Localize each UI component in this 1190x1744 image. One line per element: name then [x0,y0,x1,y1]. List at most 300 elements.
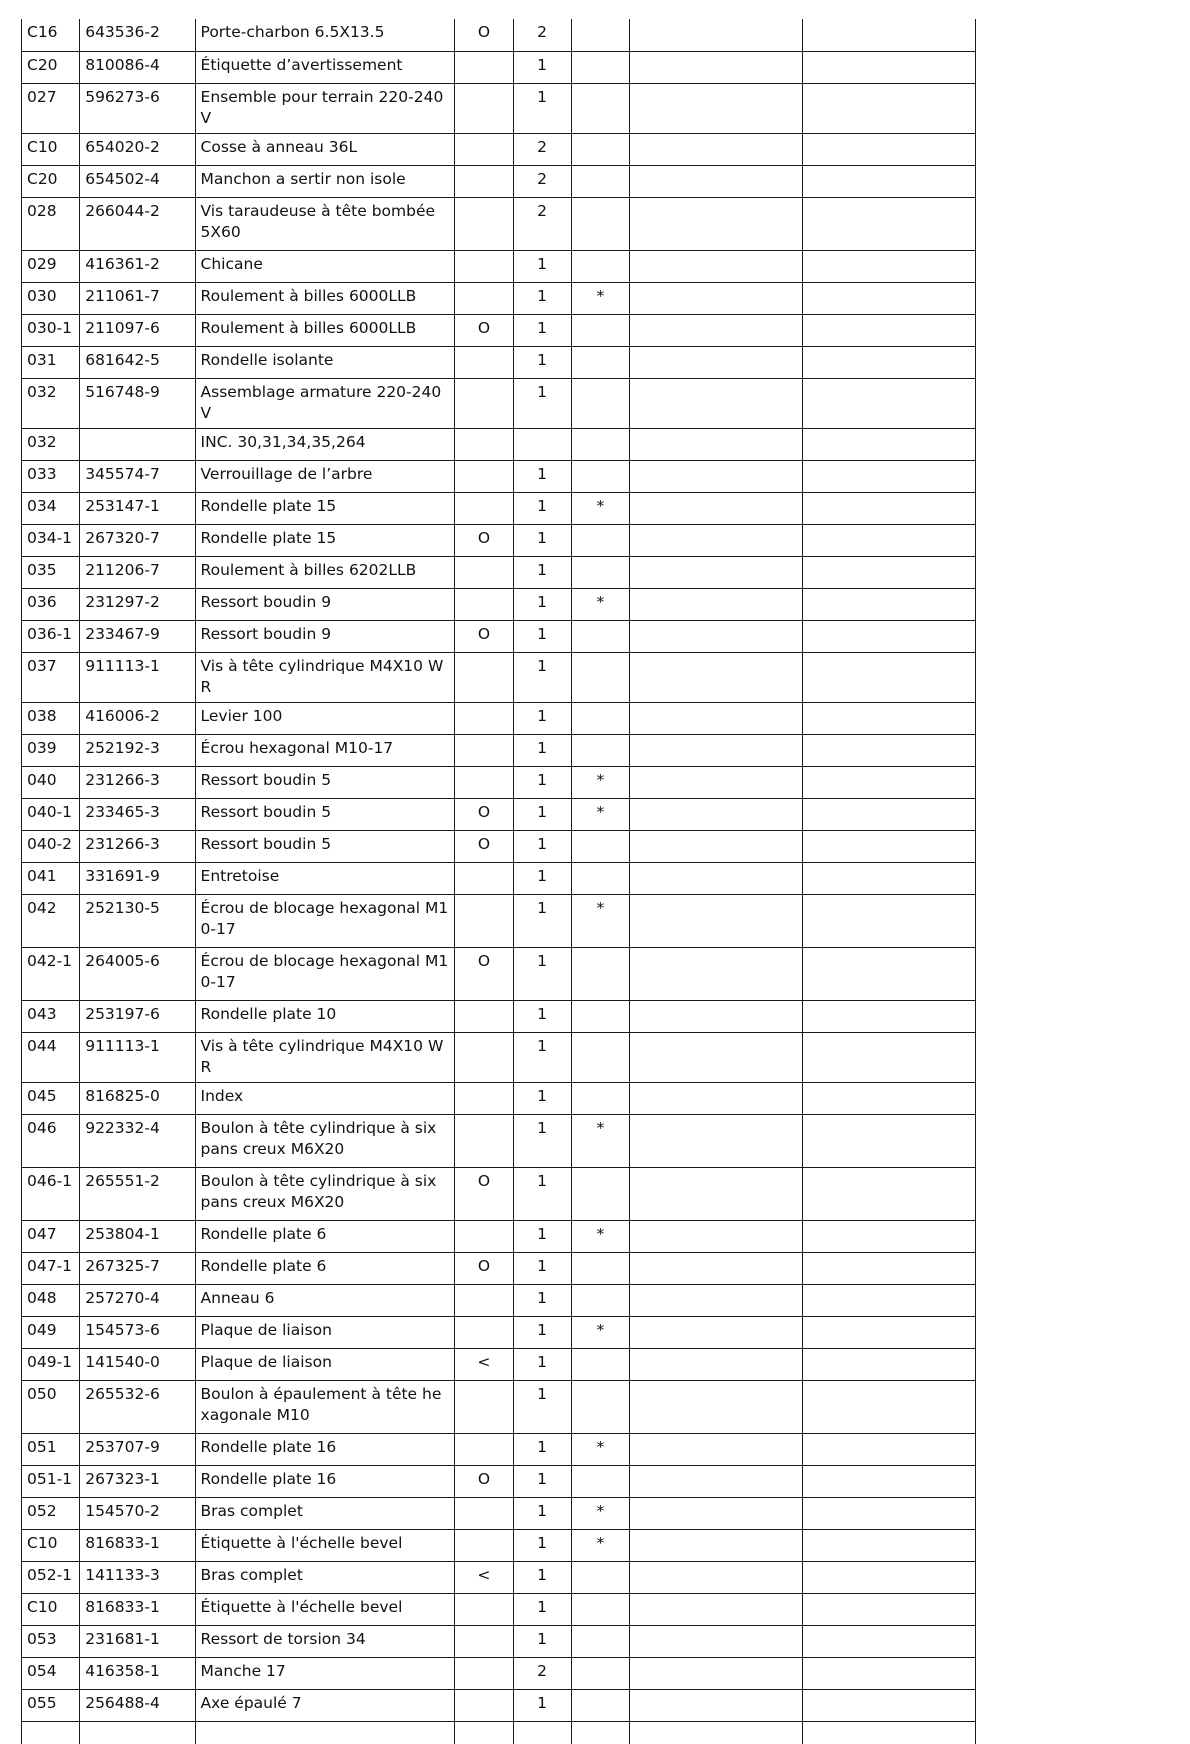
part-number-cell: 516748-9 [80,378,195,428]
description-cell: Roulement à billes 6000LLB [195,282,455,314]
note-cell [455,1316,513,1348]
quantity-cell: 2 [513,165,571,197]
part-number-cell: 810086-4 [80,51,195,83]
part-number-cell [80,1721,195,1744]
flag-cell: * [571,1433,629,1465]
description-cell: Plaque de liaison [195,1316,455,1348]
note-cell [455,702,513,734]
table-row [22,588,976,620]
flag-cell: * [571,282,629,314]
description-cell: Étiquette à l'échelle bevel [195,1593,455,1625]
note-cell: < [455,1348,513,1380]
empty-cell [803,1032,976,1082]
item-number-cell: C20 [22,51,80,83]
item-number-cell: 034-1 [22,524,80,556]
description-cell: Index [195,1082,455,1114]
empty-cell [803,378,976,428]
note-cell: O [455,1465,513,1497]
part-number-cell: 231266-3 [80,766,195,798]
quantity-cell [513,1721,571,1744]
note-cell [455,1689,513,1721]
quantity-cell: 1 [513,830,571,862]
note-cell [455,1529,513,1561]
empty-cell [629,766,803,798]
part-number-cell: 154570-2 [80,1497,195,1529]
part-number-cell: 654502-4 [80,165,195,197]
empty-cell [803,894,976,947]
quantity-cell: 1 [513,862,571,894]
quantity-cell: 1 [513,282,571,314]
empty-cell [629,862,803,894]
item-number-cell: 033 [22,460,80,492]
item-number-cell: 047 [22,1220,80,1252]
part-number-cell: 265551-2 [80,1167,195,1220]
note-cell: O [455,830,513,862]
empty-cell [803,51,976,83]
description-cell: Ressort boudin 5 [195,830,455,862]
quantity-cell: 1 [513,702,571,734]
part-number-cell: 345574-7 [80,460,195,492]
flag-cell [571,1593,629,1625]
note-cell [455,1380,513,1433]
item-number-cell: 044 [22,1032,80,1082]
description-cell: Porte-charbon 6.5X13.5 [195,19,455,51]
empty-cell [803,492,976,524]
empty-cell [629,1433,803,1465]
item-number-cell: 040 [22,766,80,798]
table-row [22,524,976,556]
description-cell: Levier 100 [195,702,455,734]
item-number-cell: 055 [22,1689,80,1721]
description-cell [195,1721,455,1744]
quantity-cell: 1 [513,250,571,282]
item-number-cell: 052 [22,1497,80,1529]
empty-cell [629,1380,803,1433]
empty-cell [629,51,803,83]
flag-cell [571,19,629,51]
empty-cell [803,1593,976,1625]
flag-cell: * [571,798,629,830]
note-cell [455,1032,513,1082]
empty-cell [629,1561,803,1593]
table-row [22,947,976,1000]
description-cell: Écrou de blocage hexagonal M10-17 [195,894,455,947]
item-number-cell: C10 [22,1529,80,1561]
part-number-cell: 267320-7 [80,524,195,556]
note-cell [455,1114,513,1167]
empty-cell [629,378,803,428]
empty-cell [803,314,976,346]
empty-cell [803,1657,976,1689]
quantity-cell: 1 [513,346,571,378]
part-number-cell: 922332-4 [80,1114,195,1167]
flag-cell [571,1252,629,1284]
description-cell: Bras complet [195,1561,455,1593]
parts-table-body [22,19,976,1744]
table-row [22,702,976,734]
description-cell: Roulement à billes 6000LLB [195,314,455,346]
description-cell: Ressort boudin 5 [195,798,455,830]
empty-cell [803,734,976,766]
table-row [22,492,976,524]
empty-cell [629,314,803,346]
flag-cell [571,1657,629,1689]
flag-cell: * [571,492,629,524]
part-number-cell: 256488-4 [80,1689,195,1721]
empty-cell [629,1497,803,1529]
table-row [22,1252,976,1284]
item-number-cell: 039 [22,734,80,766]
note-cell: O [455,947,513,1000]
part-number-cell: 643536-2 [80,19,195,51]
empty-cell [803,250,976,282]
table-row [22,652,976,702]
table-row [22,766,976,798]
description-cell: Plaque de liaison [195,1348,455,1380]
empty-cell [803,1465,976,1497]
table-row [22,1433,976,1465]
table-row [22,1625,976,1657]
quantity-cell: 1 [513,1465,571,1497]
table-row [22,1689,976,1721]
empty-cell [803,524,976,556]
empty-cell [629,428,803,460]
empty-cell [803,346,976,378]
empty-cell [629,894,803,947]
quantity-cell: 2 [513,197,571,250]
flag-cell: * [571,1529,629,1561]
description-cell: Rondelle plate 15 [195,492,455,524]
item-number-cell: 035 [22,556,80,588]
empty-cell [803,620,976,652]
quantity-cell: 1 [513,947,571,1000]
description-cell: INC. 30,31,34,35,264 [195,428,455,460]
item-number-cell: 027 [22,83,80,133]
note-cell [455,734,513,766]
flag-cell [571,1380,629,1433]
flag-cell [571,51,629,83]
part-number-cell: 252130-5 [80,894,195,947]
note-cell [455,652,513,702]
quantity-cell: 1 [513,766,571,798]
part-number-cell: 233467-9 [80,620,195,652]
table-row [22,862,976,894]
flag-cell [571,1032,629,1082]
empty-cell [803,197,976,250]
note-cell [455,766,513,798]
empty-cell [629,282,803,314]
table-row [22,1284,976,1316]
empty-cell [803,19,976,51]
description-cell: Rondelle isolante [195,346,455,378]
item-number-cell: 040-2 [22,830,80,862]
quantity-cell: 1 [513,894,571,947]
part-number-cell: 816833-1 [80,1593,195,1625]
flag-cell [571,314,629,346]
table-row [22,556,976,588]
description-cell: Rondelle plate 10 [195,1000,455,1032]
description-cell: Ensemble pour terrain 220-240V [195,83,455,133]
flag-cell [571,133,629,165]
empty-cell [803,588,976,620]
item-number-cell: 045 [22,1082,80,1114]
flag-cell [571,83,629,133]
empty-cell [803,1689,976,1721]
description-cell: Rondelle plate 15 [195,524,455,556]
description-cell: Rondelle plate 16 [195,1433,455,1465]
empty-cell [629,1721,803,1744]
part-number-cell: 264005-6 [80,947,195,1000]
flag-cell [571,346,629,378]
table-row [22,734,976,766]
flag-cell [571,702,629,734]
empty-cell [629,1252,803,1284]
empty-cell [629,1220,803,1252]
item-number-cell: 052-1 [22,1561,80,1593]
note-cell [455,1721,513,1744]
table-row [22,346,976,378]
empty-cell [629,83,803,133]
table-row [22,1593,976,1625]
empty-cell [803,1316,976,1348]
quantity-cell: 1 [513,734,571,766]
description-cell: Vis à tête cylindrique M4X10 WR [195,652,455,702]
flag-cell [571,1689,629,1721]
item-number-cell: 036-1 [22,620,80,652]
note-cell [455,894,513,947]
table-row [22,282,976,314]
flag-cell [571,1561,629,1593]
empty-cell [629,620,803,652]
empty-cell [629,250,803,282]
item-number-cell: 048 [22,1284,80,1316]
item-number-cell: 029 [22,250,80,282]
flag-cell: * [571,894,629,947]
item-number-cell: 034 [22,492,80,524]
table-row [22,1032,976,1082]
flag-cell: * [571,1114,629,1167]
empty-cell [803,1380,976,1433]
description-cell: Boulon à tête cylindrique à six pans creux M6X20 [195,1167,455,1220]
item-number-cell: 036 [22,588,80,620]
quantity-cell: 1 [513,620,571,652]
empty-cell [629,734,803,766]
table-row [22,460,976,492]
empty-cell [629,19,803,51]
empty-cell [803,1497,976,1529]
item-number-cell: 047-1 [22,1252,80,1284]
flag-cell [571,652,629,702]
item-number-cell: C20 [22,165,80,197]
empty-cell [803,766,976,798]
part-number-cell: 816833-1 [80,1529,195,1561]
item-number-cell: 051-1 [22,1465,80,1497]
quantity-cell: 1 [513,51,571,83]
part-number-cell: 211206-7 [80,556,195,588]
quantity-cell: 1 [513,1497,571,1529]
item-number-cell: 028 [22,197,80,250]
table-row [22,1721,976,1744]
quantity-cell: 1 [513,460,571,492]
note-cell: < [455,1561,513,1593]
empty-cell [803,133,976,165]
empty-cell [629,1657,803,1689]
part-number-cell: 331691-9 [80,862,195,894]
quantity-cell: 1 [513,1284,571,1316]
quantity-cell: 1 [513,1529,571,1561]
item-number-cell: C10 [22,1593,80,1625]
flag-cell [571,197,629,250]
empty-cell [803,830,976,862]
empty-cell [629,830,803,862]
empty-cell [803,1625,976,1657]
item-number-cell: 042-1 [22,947,80,1000]
note-cell [455,282,513,314]
empty-cell [803,460,976,492]
empty-cell [803,1082,976,1114]
flag-cell [571,378,629,428]
empty-cell [803,1114,976,1167]
empty-cell [629,1529,803,1561]
description-cell: Assemblage armature 220-240V [195,378,455,428]
part-number-cell: 253197-6 [80,1000,195,1032]
table-row [22,250,976,282]
table-row [22,1657,976,1689]
item-number-cell: 030 [22,282,80,314]
part-number-cell: 416361-2 [80,250,195,282]
empty-cell [629,947,803,1000]
item-number-cell: 053 [22,1625,80,1657]
quantity-cell: 1 [513,314,571,346]
note-cell [455,1000,513,1032]
empty-cell [629,165,803,197]
quantity-cell: 1 [513,1032,571,1082]
flag-cell: * [571,1316,629,1348]
part-number-cell: 654020-2 [80,133,195,165]
table-row [22,1465,976,1497]
description-cell: Chicane [195,250,455,282]
description-cell: Vis taraudeuse à tête bombée 5X60 [195,197,455,250]
table-row [22,798,976,830]
flag-cell [571,556,629,588]
quantity-cell: 1 [513,1167,571,1220]
item-number-cell: 043 [22,1000,80,1032]
table-row [22,51,976,83]
table-row [22,1529,976,1561]
empty-cell [629,1000,803,1032]
empty-cell [629,652,803,702]
quantity-cell: 1 [513,1433,571,1465]
table-row [22,133,976,165]
flag-cell [571,1284,629,1316]
note-cell: O [455,524,513,556]
flag-cell [571,1082,629,1114]
part-number-cell: 211097-6 [80,314,195,346]
quantity-cell: 1 [513,524,571,556]
note-cell [455,197,513,250]
empty-cell [629,1593,803,1625]
quantity-cell: 1 [513,1252,571,1284]
flag-cell [571,1000,629,1032]
empty-cell [629,1348,803,1380]
note-cell [455,1625,513,1657]
table-row [22,830,976,862]
description-cell: Ressort boudin 5 [195,766,455,798]
note-cell [455,428,513,460]
description-cell: Boulon à épaulement à tête hexagonale M10 [195,1380,455,1433]
empty-cell [629,798,803,830]
empty-cell [803,1348,976,1380]
note-cell: O [455,798,513,830]
empty-cell [629,1284,803,1316]
item-number-cell: 031 [22,346,80,378]
table-row [22,1380,976,1433]
flag-cell [571,620,629,652]
description-cell: Étiquette d’avertissement [195,51,455,83]
description-cell: Rondelle plate 16 [195,1465,455,1497]
part-number-cell: 253147-1 [80,492,195,524]
item-number-cell: 041 [22,862,80,894]
note-cell [455,556,513,588]
description-cell: Étiquette à l'échelle bevel [195,1529,455,1561]
part-number-cell: 267325-7 [80,1252,195,1284]
note-cell: O [455,1167,513,1220]
table-row [22,1316,976,1348]
part-number-cell: 141540-0 [80,1348,195,1380]
part-number-cell: 257270-4 [80,1284,195,1316]
note-cell [455,588,513,620]
part-number-cell [80,428,195,460]
table-row [22,1348,976,1380]
quantity-cell: 2 [513,19,571,51]
empty-cell [629,1316,803,1348]
empty-cell [629,588,803,620]
item-number-cell: 046-1 [22,1167,80,1220]
part-number-cell: 265532-6 [80,1380,195,1433]
note-cell [455,83,513,133]
note-cell [455,492,513,524]
empty-cell [803,652,976,702]
description-cell: Ressort boudin 9 [195,588,455,620]
part-number-cell: 681642-5 [80,346,195,378]
item-number-cell: 037 [22,652,80,702]
table-row [22,1082,976,1114]
description-cell: Écrou hexagonal M10-17 [195,734,455,766]
empty-cell [629,460,803,492]
part-number-cell: 911113-1 [80,652,195,702]
table-row [22,378,976,428]
quantity-cell: 1 [513,798,571,830]
flag-cell [571,1721,629,1744]
description-cell: Roulement à billes 6202LLB [195,556,455,588]
part-number-cell: 416006-2 [80,702,195,734]
description-cell: Manchon a sertir non isole [195,165,455,197]
table-row [22,19,976,51]
description-cell: Vis à tête cylindrique M4X10 WR [195,1032,455,1082]
description-cell: Entretoise [195,862,455,894]
part-number-cell: 253707-9 [80,1433,195,1465]
note-cell: O [455,1252,513,1284]
part-number-cell: 816825-0 [80,1082,195,1114]
flag-cell [571,1625,629,1657]
flag-cell [571,830,629,862]
note-cell [455,1284,513,1316]
empty-cell [803,1252,976,1284]
part-number-cell: 252192-3 [80,734,195,766]
flag-cell: * [571,588,629,620]
description-cell: Bras complet [195,1497,455,1529]
table-row [22,165,976,197]
